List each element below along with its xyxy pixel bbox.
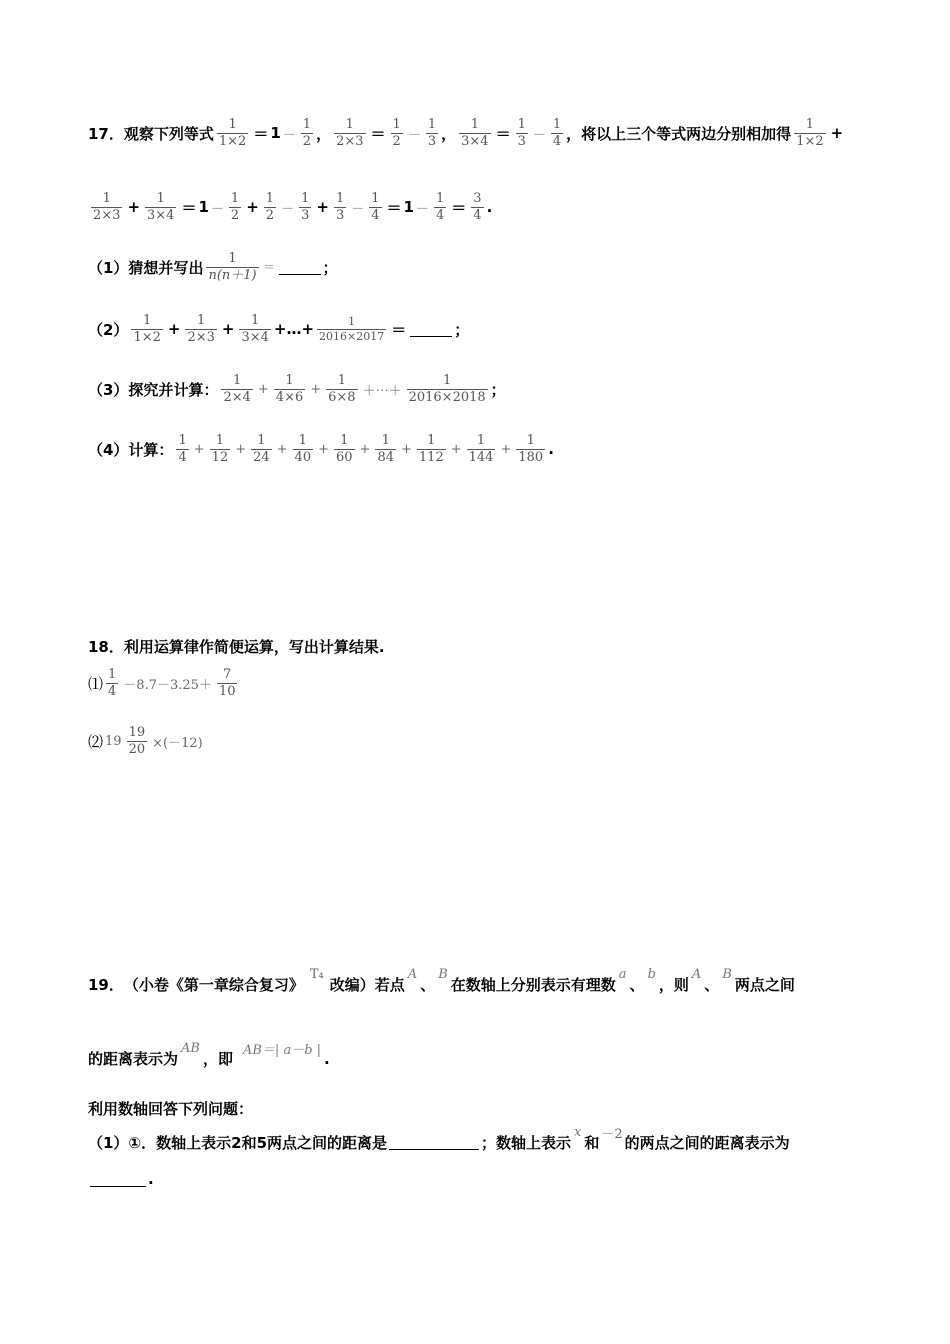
q18-item-2: ⑵ 19 $\frac{19}{20}$ ×(－12) — [88, 725, 203, 757]
fraction: $\frac{1}{2\times 4}$ — [223, 373, 251, 405]
q19-line-5: . — [88, 1170, 154, 1188]
q18-item-1: ⑴ $\frac{1}{4}$ －8.7－3.25＋ $\frac{7}{10}$ — [88, 667, 236, 699]
fraction: $\frac{1}{1\times 2}$ — [133, 313, 161, 345]
q19-line-2: 的距离表示为 AB ，即 AB＝| a－b | . — [88, 1041, 330, 1068]
answer-blank[interactable] — [90, 1172, 146, 1187]
fraction: $\frac{1}{3\times 4}$ — [147, 191, 175, 223]
q19-line-1: 19． （小卷《第一章综合复习》 T₄ 改编）若点 A 、 B 在数轴上分别表示有理数 a 、 b ，则 A 、 B 两点之间 — [88, 967, 795, 994]
fraction: $\frac{1}{4}$ — [178, 433, 187, 465]
fraction: $\frac{1}{2\times 3}$ — [336, 117, 364, 149]
fraction: $\frac{1}{40}$ — [294, 433, 312, 465]
q17-part-1: （1）猜想并写出 $\frac{1}{n(n+1)}$ = ； — [88, 251, 338, 283]
fraction: $\frac{1}{24}$ — [253, 433, 270, 465]
fraction: $\frac{1}{2}$ — [302, 117, 312, 149]
fraction: $\frac{1}{2\times 3}$ — [93, 191, 121, 223]
fraction: $\frac{1}{2}$ — [392, 117, 401, 149]
fraction: $\frac{1}{12}$ — [211, 433, 229, 465]
fraction: $\frac{1}{1\times 2}$ — [796, 117, 824, 149]
answer-blank[interactable] — [279, 260, 321, 275]
fraction: $\frac{1}{2}$ — [265, 191, 275, 223]
fraction: $\frac{1}{3}$ — [301, 191, 310, 223]
fraction: $\frac{1}{3}$ — [335, 191, 345, 223]
fraction: $\frac{1}{3}$ — [427, 117, 437, 149]
fraction: $\frac{1}{2016\times 2017}$ — [319, 315, 385, 343]
fraction: $\frac{3}{4}$ — [473, 191, 482, 223]
q17-line-1: 17． 观察下列等式 $\frac{1}{1\times 2}$ ＝ 1 － $\frac{1}{2}$ ， $\frac{1}{2\times 3}$ ＝ $\frac{1}{2}$ － $\frac{1}{3}$ ， $\frac{1}{3\times 4}$ ＝ $\frac{1}{3}$ － $\frac{1}{4}$ ，将以上三个等式两边分别相加得 $\frac{1}{1\times 2}$ + — [88, 117, 844, 149]
answer-blank[interactable] — [389, 1135, 479, 1150]
fraction: $\frac{1}{4\times 6}$ — [275, 373, 304, 405]
q17-number: 17． — [88, 124, 124, 143]
fraction: $\frac{7}{10}$ — [218, 667, 236, 699]
q18-title: 18．利用运算律作简便运算，写出计算结果. — [88, 638, 385, 656]
fraction: $\frac{1}{84}$ — [377, 433, 394, 465]
answer-blank[interactable] — [410, 322, 452, 337]
q17-mid-text: ，将以上三个等式两边分别相加得 — [566, 124, 792, 143]
q19-line-4: （1）①．数轴上表示2和5两点之间的距离是 ；数轴上表示 x 和 －2 的两点之间的距离表示为 — [88, 1125, 790, 1152]
fraction: $\frac{1}{n(n+1)}$ — [208, 251, 257, 283]
fraction: $\frac{1}{2\times 3}$ — [187, 313, 215, 345]
fraction: $\frac{1}{3\times 4}$ — [461, 117, 489, 149]
q17-part-4: （4）计算： $\frac{1}{4}$ + $\frac{1}{12}$ + $\frac{1}{24}$ + $\frac{1}{40}$ + $\frac{1}{60}$ + $\frac{1}{84}$ + $\frac{1}{112}$ + $\frac{1}{144}$ + $\frac{1}{180}$ . — [88, 433, 554, 465]
fraction: $\frac{1}{2}$ — [230, 191, 240, 223]
q17-intro: 观察下列等式 — [123, 124, 214, 143]
fraction: $\frac{1}{4}$ — [371, 191, 380, 223]
q17-part-2: （2） $\frac{1}{1\times 2}$ + $\frac{1}{2\times 3}$ + $\frac{1}{3\times 4}$ +…+ $\frac{1}{2016\times 2017}$ ＝ ； — [88, 313, 470, 345]
fraction: $\frac{1}{4}$ — [552, 117, 562, 149]
fraction: $\frac{1}{3\times 4}$ — [241, 313, 269, 345]
q19-line-3: 利用数轴回答下列问题： — [88, 1100, 254, 1118]
fraction: $\frac{1}{2016\times 2018}$ — [408, 373, 486, 405]
fraction: $\frac{1}{1\times 2}$ — [218, 117, 247, 149]
fraction: $\frac{1}{180}$ — [518, 433, 544, 465]
q17-line-2: $\frac{1}{2\times 3}$ + $\frac{1}{3\times 4}$ ＝ 1 － $\frac{1}{2}$ + $\frac{1}{2}$ － $\frac{1}{3}$ + $\frac{1}{3}$ － $\frac{1}{4}$ ＝ 1 － $\frac{1}{4}$ ＝ $\frac{3}{4}$ . — [93, 191, 493, 223]
fraction: $\frac{1}{60}$ — [336, 433, 353, 465]
fraction: $\frac{1}{4}$ — [435, 191, 445, 223]
q17-part-3: （3）探究并计算： $\frac{1}{2\times 4}$ + $\frac{1}{4\times 6}$ + $\frac{1}{6\times 8}$ ＋⋯＋ $\frac{1}{2016\times 2018}$ ； — [88, 373, 506, 405]
fraction: $\frac{1}{3}$ — [517, 117, 526, 149]
fraction: $\frac{19}{20}$ — [128, 725, 146, 757]
fraction: $\frac{1}{4}$ — [108, 667, 117, 699]
fraction: $\frac{1}{112}$ — [418, 433, 444, 465]
fraction: $\frac{1}{144}$ — [468, 433, 494, 465]
fraction: $\frac{1}{6\times 8}$ — [328, 373, 356, 405]
